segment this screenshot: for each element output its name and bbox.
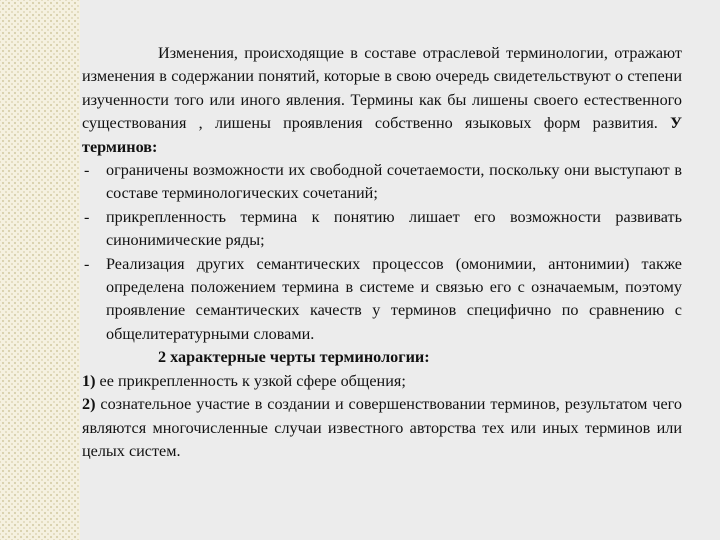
section-heading: 2 характерные черты терминологии: — [158, 348, 430, 367]
numbered-item: 2) сознательное участие в создании и совершенствовании терминов, результатом чего являются многочисленные случаи известного авторства тех или иных терминов или целых систем. — [82, 395, 682, 460]
slide-text-body — [82, 42, 682, 463]
bullet-item: - прикрепленность термина к понятию лишает его возможности развивать синонимические ряды; — [84, 207, 682, 250]
numbered-item: 1) ее прикрепленность к узкой сфере общения; — [82, 371, 406, 390]
intro-bold-tail: У терминов: — [82, 114, 683, 156]
bullet-item: - Реализация других семантических процессов (омонимии, антонимии) также определена положением термина в системе и связью его с означаемым, поэтому проявление семантических качеств у терминов специфично по сравнению с общелитературными словами. — [84, 254, 682, 343]
decorative-left-strip — [0, 0, 80, 540]
bullet-item: - ограничены возможности их свободной сочетаемости, поскольку они выступают в составе терминологических сочетаний; — [84, 161, 682, 203]
intro-paragraph: Изменения, происходящие в составе отраслевой терминологии, отражают изменения в содержании понятий, которые в свою очередь свидетельствуют о степени изученности того или иного явления. Термины как бы лишены своего естественного существования , лишены проявления собственно языковых форм развития. У терминов: — [82, 44, 683, 156]
